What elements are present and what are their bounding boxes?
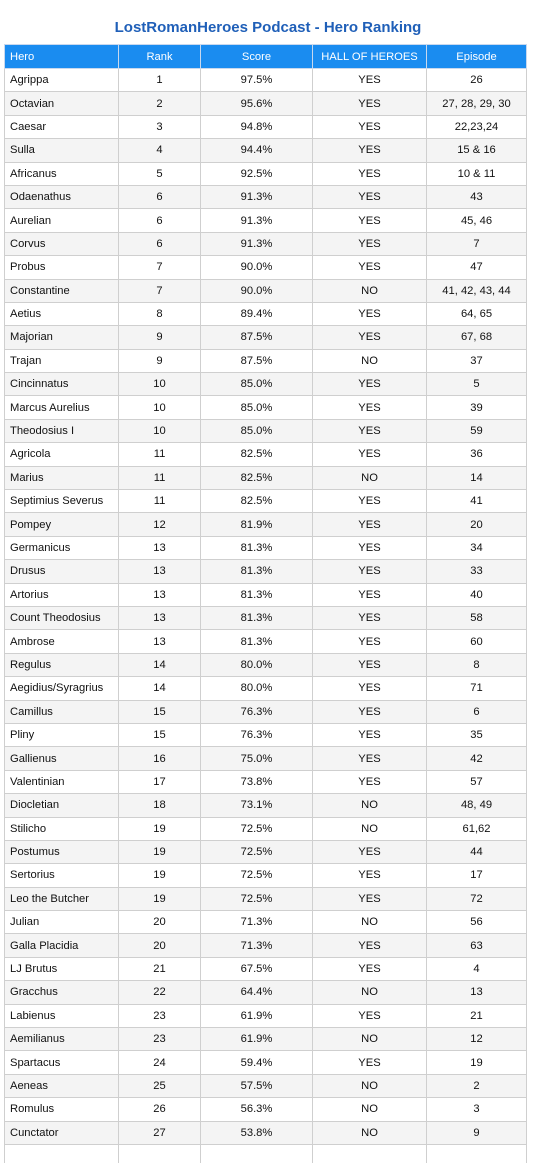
hall-of-heroes-cell: YES [313,373,427,396]
hero-cell: Pliny [5,723,119,746]
score-cell: 71.3% [201,911,313,934]
rank-cell: 11 [119,443,201,466]
hall-of-heroes-cell: YES [313,92,427,115]
hero-cell: Aetius [5,302,119,325]
rank-cell: 20 [119,911,201,934]
rank-cell: 16 [119,747,201,770]
table-row[interactable] [5,1098,527,1121]
score-cell: 82.5% [201,466,313,489]
hero-cell: Labienus [5,1004,119,1027]
hall-of-heroes-cell: YES [313,606,427,629]
column-header-rank[interactable]: Rank [119,45,201,69]
hero-ranking-table [4,44,527,1163]
hero-cell: Odaenathus [5,185,119,208]
empty-row [5,1144,527,1163]
hero-cell: Spartacus [5,1051,119,1074]
hall-of-heroes-cell: YES [313,443,427,466]
rank-cell: 8 [119,302,201,325]
hall-of-heroes-cell: YES [313,513,427,536]
score-cell: 76.3% [201,723,313,746]
table-row[interactable] [5,700,527,723]
hall-of-heroes-cell: NO [313,794,427,817]
episode-cell: 61,62 [427,817,527,840]
score-cell: 87.5% [201,349,313,372]
table-row[interactable] [5,560,527,583]
score-cell: 81.3% [201,536,313,559]
empty-cell [427,1144,527,1163]
table-row[interactable] [5,770,527,793]
hall-of-heroes-cell: YES [313,653,427,676]
hero-cell: Marcus Aurelius [5,396,119,419]
score-cell: 82.5% [201,490,313,513]
hero-cell: Aegidius/Syragrius [5,677,119,700]
episode-cell: 48, 49 [427,794,527,817]
rank-cell: 7 [119,279,201,302]
table-row[interactable] [5,373,527,396]
episode-cell: 20 [427,513,527,536]
table-row[interactable] [5,1028,527,1051]
score-cell: 61.9% [201,1004,313,1027]
hero-cell: Postumus [5,840,119,863]
table-row[interactable] [5,817,527,840]
rank-cell: 23 [119,1028,201,1051]
episode-cell: 19 [427,1051,527,1074]
rank-cell: 2 [119,92,201,115]
rank-cell: 20 [119,934,201,957]
hero-cell: Trajan [5,349,119,372]
hero-cell: Sertorius [5,864,119,887]
rank-cell: 23 [119,1004,201,1027]
hero-cell: Cincinnatus [5,373,119,396]
score-cell: 56.3% [201,1098,313,1121]
hero-cell: Corvus [5,232,119,255]
hall-of-heroes-cell: YES [313,490,427,513]
hero-cell: Regulus [5,653,119,676]
score-cell: 64.4% [201,981,313,1004]
rank-cell: 14 [119,653,201,676]
hero-cell: Ambrose [5,630,119,653]
hero-cell: Caesar [5,115,119,138]
hero-cell: Count Theodosius [5,606,119,629]
episode-cell: 27, 28, 29, 30 [427,92,527,115]
episode-cell: 42 [427,747,527,770]
hero-cell: Gracchus [5,981,119,1004]
hall-of-heroes-cell: YES [313,209,427,232]
episode-cell: 40 [427,583,527,606]
rank-cell: 11 [119,466,201,489]
hall-of-heroes-cell: NO [313,349,427,372]
column-header-hero[interactable]: Hero [5,45,119,69]
episode-cell: 7 [427,232,527,255]
hero-cell: Diocletian [5,794,119,817]
score-cell: 90.0% [201,256,313,279]
hall-of-heroes-cell: YES [313,326,427,349]
score-cell: 97.5% [201,69,313,92]
score-cell: 94.4% [201,139,313,162]
hero-cell: Artorius [5,583,119,606]
hall-of-heroes-cell: YES [313,840,427,863]
table-body [5,69,527,1163]
rank-cell: 15 [119,700,201,723]
score-cell: 91.3% [201,185,313,208]
hero-cell: Agrippa [5,69,119,92]
hero-cell: Camillus [5,700,119,723]
episode-cell: 35 [427,723,527,746]
score-cell: 72.5% [201,887,313,910]
page-title: LostRomanHeroes Podcast - Hero Ranking [114,19,422,36]
hall-of-heroes-cell: YES [313,419,427,442]
episode-cell: 39 [427,396,527,419]
score-cell: 73.1% [201,794,313,817]
table-row[interactable] [5,957,527,980]
hall-of-heroes-cell: NO [313,981,427,1004]
episode-cell: 22,23,24 [427,115,527,138]
hall-of-heroes-cell: YES [313,536,427,559]
hall-of-heroes-cell: NO [313,1028,427,1051]
episode-cell: 64, 65 [427,302,527,325]
score-cell: 57.5% [201,1074,313,1097]
score-cell: 81.3% [201,630,313,653]
hero-cell: Constantine [5,279,119,302]
score-cell: 80.0% [201,677,313,700]
hall-of-heroes-cell: YES [313,864,427,887]
score-cell: 87.5% [201,326,313,349]
rank-cell: 3 [119,115,201,138]
table-row[interactable] [5,69,527,92]
episode-cell: 60 [427,630,527,653]
hall-of-heroes-cell: YES [313,887,427,910]
empty-cell [5,1144,119,1163]
rank-cell: 15 [119,723,201,746]
column-header-score[interactable]: Score [201,45,313,69]
rank-cell: 7 [119,256,201,279]
episode-cell: 36 [427,443,527,466]
rank-cell: 5 [119,162,201,185]
hero-cell: Julian [5,911,119,934]
score-cell: 91.3% [201,209,313,232]
rank-cell: 17 [119,770,201,793]
hall-of-heroes-cell: YES [313,560,427,583]
rank-cell: 6 [119,185,201,208]
episode-cell: 15 & 16 [427,139,527,162]
rank-cell: 9 [119,326,201,349]
table-row[interactable] [5,911,527,934]
hero-cell: Theodosius I [5,419,119,442]
score-cell: 72.5% [201,817,313,840]
episode-cell: 58 [427,606,527,629]
table-row[interactable] [5,1074,527,1097]
hero-cell: Germanicus [5,536,119,559]
rank-cell: 19 [119,840,201,863]
rank-cell: 4 [119,139,201,162]
hall-of-heroes-cell: YES [313,747,427,770]
score-cell: 90.0% [201,279,313,302]
hero-cell: Sulla [5,139,119,162]
episode-cell: 37 [427,349,527,372]
score-cell: 85.0% [201,419,313,442]
rank-cell: 27 [119,1121,201,1144]
table-row[interactable] [5,92,527,115]
hall-of-heroes-cell: NO [313,1121,427,1144]
rank-cell: 6 [119,209,201,232]
episode-cell: 5 [427,373,527,396]
rank-cell: 19 [119,887,201,910]
hall-of-heroes-cell: YES [313,232,427,255]
column-header-hall-of-heroes[interactable]: HALL OF HEROES [313,45,427,69]
hero-cell: Probus [5,256,119,279]
score-cell: 92.5% [201,162,313,185]
hero-cell: Africanus [5,162,119,185]
hall-of-heroes-cell: NO [313,466,427,489]
table-row[interactable] [5,630,527,653]
hall-of-heroes-cell: NO [313,1098,427,1121]
table-row[interactable] [5,232,527,255]
table-row[interactable] [5,583,527,606]
table-row[interactable] [5,677,527,700]
hero-cell: Aeneas [5,1074,119,1097]
episode-cell: 26 [427,69,527,92]
hall-of-heroes-cell: YES [313,256,427,279]
table-row[interactable] [5,794,527,817]
score-cell: 67.5% [201,957,313,980]
hero-cell: Octavian [5,92,119,115]
rank-cell: 11 [119,490,201,513]
hall-of-heroes-cell: YES [313,770,427,793]
rank-cell: 25 [119,1074,201,1097]
score-cell: 59.4% [201,1051,313,1074]
table-row[interactable] [5,747,527,770]
score-cell: 89.4% [201,302,313,325]
table-row[interactable] [5,723,527,746]
episode-cell: 6 [427,700,527,723]
rank-cell: 13 [119,536,201,559]
rank-cell: 9 [119,349,201,372]
table-row[interactable] [5,1051,527,1074]
rank-cell: 24 [119,1051,201,1074]
score-cell: 94.8% [201,115,313,138]
hall-of-heroes-cell: NO [313,817,427,840]
hero-cell: Septimius Severus [5,490,119,513]
score-cell: 81.9% [201,513,313,536]
score-cell: 81.3% [201,560,313,583]
hall-of-heroes-cell: YES [313,396,427,419]
episode-cell: 13 [427,981,527,1004]
score-cell: 81.3% [201,606,313,629]
episode-cell: 41, 42, 43, 44 [427,279,527,302]
table-row[interactable] [5,396,527,419]
rank-cell: 22 [119,981,201,1004]
episode-cell: 14 [427,466,527,489]
score-cell: 71.3% [201,934,313,957]
rank-cell: 1 [119,69,201,92]
rank-cell: 14 [119,677,201,700]
hall-of-heroes-cell: YES [313,162,427,185]
episode-cell: 9 [427,1121,527,1144]
hero-cell: Pompey [5,513,119,536]
episode-cell: 47 [427,256,527,279]
table-row[interactable] [5,536,527,559]
score-cell: 76.3% [201,700,313,723]
score-cell: 72.5% [201,840,313,863]
hall-of-heroes-cell: YES [313,934,427,957]
table-row[interactable] [5,185,527,208]
episode-cell: 57 [427,770,527,793]
table-row[interactable] [5,490,527,513]
score-cell: 81.3% [201,583,313,606]
hero-cell: Galla Placidia [5,934,119,957]
table-row[interactable] [5,1004,527,1027]
episode-cell: 34 [427,536,527,559]
episode-cell: 71 [427,677,527,700]
hero-cell: Aemilianus [5,1028,119,1051]
table-row[interactable] [5,606,527,629]
table-row[interactable] [5,162,527,185]
episode-cell: 2 [427,1074,527,1097]
hero-cell: Valentinian [5,770,119,793]
hall-of-heroes-cell: YES [313,115,427,138]
hall-of-heroes-cell: NO [313,279,427,302]
episode-cell: 21 [427,1004,527,1027]
episode-cell: 33 [427,560,527,583]
hero-cell: Cunctator [5,1121,119,1144]
table-row[interactable] [5,864,527,887]
hall-of-heroes-cell: YES [313,723,427,746]
table-row[interactable] [5,513,527,536]
hero-cell: Leo the Butcher [5,887,119,910]
episode-cell: 56 [427,911,527,934]
table-row[interactable] [5,1121,527,1144]
table-row[interactable] [5,934,527,957]
rank-cell: 13 [119,583,201,606]
score-cell: 95.6% [201,92,313,115]
table-row[interactable] [5,981,527,1004]
table-row[interactable] [5,326,527,349]
hero-cell: LJ Brutus [5,957,119,980]
rank-cell: 21 [119,957,201,980]
hall-of-heroes-cell: YES [313,1004,427,1027]
score-cell: 61.9% [201,1028,313,1051]
empty-cell [201,1144,313,1163]
rank-cell: 10 [119,396,201,419]
hall-of-heroes-cell: YES [313,700,427,723]
episode-cell: 3 [427,1098,527,1121]
score-cell: 53.8% [201,1121,313,1144]
rank-cell: 13 [119,606,201,629]
empty-cell [313,1144,427,1163]
table-row[interactable] [5,840,527,863]
score-cell: 73.8% [201,770,313,793]
rank-cell: 19 [119,817,201,840]
episode-cell: 45, 46 [427,209,527,232]
empty-cell [119,1144,201,1163]
hero-cell: Gallienus [5,747,119,770]
table-row[interactable] [5,349,527,372]
hall-of-heroes-cell: NO [313,1074,427,1097]
hall-of-heroes-cell: YES [313,185,427,208]
score-cell: 91.3% [201,232,313,255]
rank-cell: 13 [119,630,201,653]
episode-cell: 72 [427,887,527,910]
score-cell: 85.0% [201,396,313,419]
rank-cell: 13 [119,560,201,583]
hall-of-heroes-cell: NO [313,911,427,934]
episode-cell: 4 [427,957,527,980]
episode-cell: 17 [427,864,527,887]
rank-cell: 6 [119,232,201,255]
table-row[interactable] [5,209,527,232]
episode-cell: 59 [427,419,527,442]
rank-cell: 12 [119,513,201,536]
score-cell: 75.0% [201,747,313,770]
table-row[interactable] [5,139,527,162]
hero-cell: Romulus [5,1098,119,1121]
column-header-episode[interactable]: Episode [427,45,527,69]
hall-of-heroes-cell: YES [313,302,427,325]
hall-of-heroes-cell: YES [313,1051,427,1074]
episode-cell: 41 [427,490,527,513]
score-cell: 80.0% [201,653,313,676]
episode-cell: 44 [427,840,527,863]
table-row[interactable] [5,653,527,676]
episode-cell: 67, 68 [427,326,527,349]
table-row[interactable] [5,887,527,910]
rank-cell: 18 [119,794,201,817]
hall-of-heroes-cell: YES [313,139,427,162]
rank-cell: 26 [119,1098,201,1121]
score-cell: 72.5% [201,864,313,887]
table-row[interactable] [5,419,527,442]
hero-cell: Agricola [5,443,119,466]
hall-of-heroes-cell: YES [313,677,427,700]
episode-cell: 63 [427,934,527,957]
episode-cell: 10 & 11 [427,162,527,185]
table-row[interactable] [5,256,527,279]
table-row[interactable] [5,302,527,325]
hero-cell: Aurelian [5,209,119,232]
score-cell: 85.0% [201,373,313,396]
hall-of-heroes-cell: YES [313,583,427,606]
hall-of-heroes-cell: YES [313,69,427,92]
table-row[interactable] [5,443,527,466]
hero-cell: Marius [5,466,119,489]
hall-of-heroes-cell: YES [313,957,427,980]
episode-cell: 43 [427,185,527,208]
rank-cell: 10 [119,419,201,442]
hero-cell: Stilicho [5,817,119,840]
table-row[interactable] [5,466,527,489]
score-cell: 82.5% [201,443,313,466]
rank-cell: 10 [119,373,201,396]
header-row [5,45,527,69]
rank-cell: 19 [119,864,201,887]
hero-cell: Drusus [5,560,119,583]
table-row[interactable] [5,115,527,138]
hero-cell: Majorian [5,326,119,349]
table-row[interactable] [5,279,527,302]
episode-cell: 8 [427,653,527,676]
episode-cell: 12 [427,1028,527,1051]
hall-of-heroes-cell: YES [313,630,427,653]
